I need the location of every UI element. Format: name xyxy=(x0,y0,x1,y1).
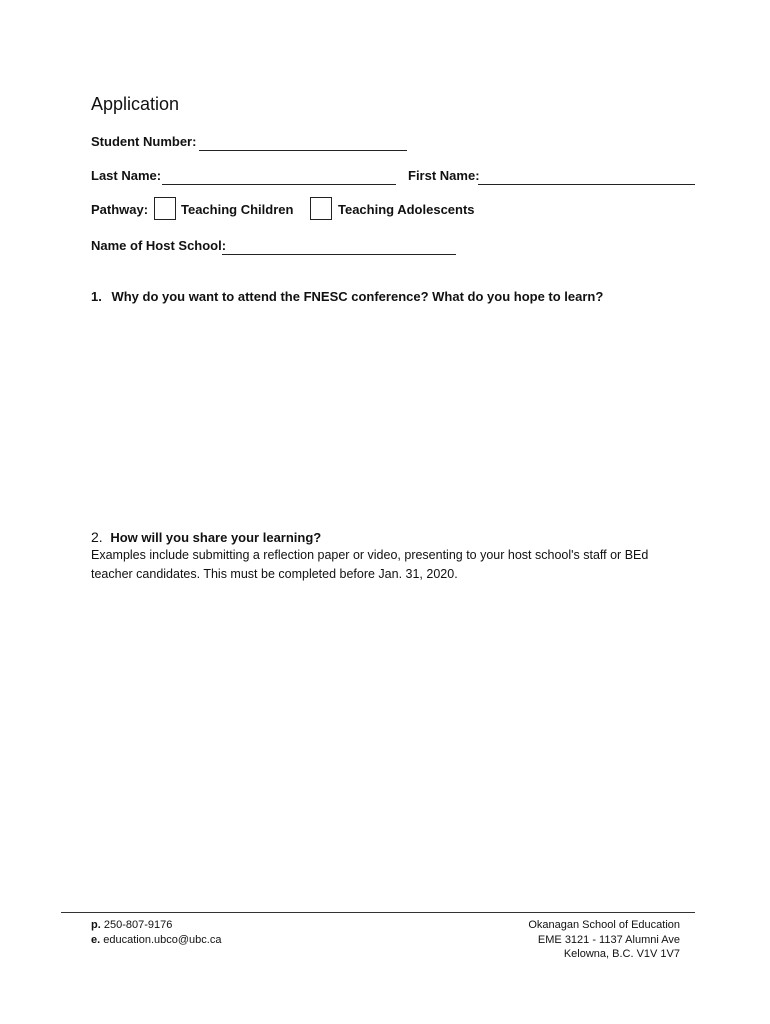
student-number-label: Student Number: xyxy=(91,134,197,149)
footer-email xyxy=(91,933,221,948)
teaching-children-checkbox[interactable] xyxy=(154,197,176,220)
footer-address-line-2: Kelowna, B.C. V1V 1V7 xyxy=(563,948,680,960)
email-address: education.ubco@ubc.ca xyxy=(103,933,222,946)
footer-contact xyxy=(91,918,221,947)
question-2-description: Examples include submitting a reflection paper or video, presenting to your host school's staff or BEd teacher candidates. This must be completed before Jan. 31, 2020. xyxy=(91,548,649,581)
last-name-label: Last Name: xyxy=(91,168,162,183)
host-school-label: Name of Host School: xyxy=(91,238,227,253)
teaching-adolescents-checkbox[interactable] xyxy=(310,197,332,220)
question-1-number: 1. xyxy=(91,289,102,304)
question-2-text: How will you share your learning? xyxy=(110,530,322,545)
student-number-field[interactable] xyxy=(199,150,407,151)
question-2-answer-area[interactable] xyxy=(91,590,691,900)
footer-phone xyxy=(91,918,221,933)
first-name-field[interactable] xyxy=(478,184,695,185)
question-2 xyxy=(91,529,321,545)
footer-org: Okanagan School of Education xyxy=(528,919,680,931)
question-1-text: Why do you want to attend the FNESC conference? What do you hope to learn? xyxy=(111,289,604,304)
page-title: Application xyxy=(91,94,180,114)
pathway-label: Pathway: xyxy=(91,202,149,217)
first-name-label: First Name: xyxy=(408,168,480,183)
last-name-field[interactable] xyxy=(162,184,396,185)
question-2-number: 2. xyxy=(91,529,103,545)
teaching-children-label: Teaching Children xyxy=(181,202,294,217)
question-1 xyxy=(91,289,603,304)
question-1-answer-area[interactable] xyxy=(91,312,691,522)
phone-number: 250-807-9176 xyxy=(103,919,173,931)
footer-address-line-1: EME 3121 - 1137 Alumni Ave xyxy=(537,933,680,946)
footer-address xyxy=(470,918,680,962)
email-prefix: e. xyxy=(91,933,101,946)
host-school-field[interactable] xyxy=(222,254,456,255)
footer-divider xyxy=(61,912,695,913)
teaching-adolescents-label: Teaching Adolescents xyxy=(338,202,475,217)
phone-prefix: p. xyxy=(91,919,101,931)
